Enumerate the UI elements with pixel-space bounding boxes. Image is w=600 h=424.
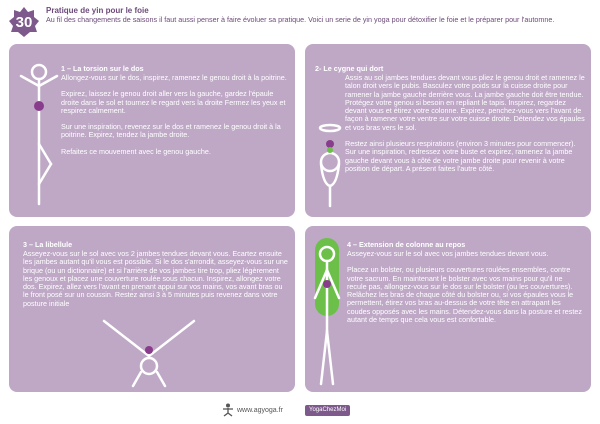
card-title: 3 – La libellule	[23, 240, 73, 249]
website-link[interactable]: www.agyoga.fr	[237, 406, 283, 414]
card-cygne	[305, 44, 591, 217]
yogachezmoi-logo[interactable]	[305, 402, 350, 418]
card-paragraph: Allongez-vous sur le dos, inspirez, ramenez le genou droit à la poitrine.	[61, 73, 287, 82]
chakra-icon	[327, 147, 333, 153]
yoga-person-icon	[222, 403, 234, 417]
page-intro: Au fil des changements de saisons il faut aussi penser à faire évoluer sa pratique. Voici un serie de yin yoga pour détoxifier le foie et le préparer pour l'automne.	[46, 15, 555, 24]
card-extension	[305, 226, 591, 392]
chakra-icon	[34, 101, 44, 111]
card-title: 1 – La torsion sur le dos	[61, 64, 144, 73]
card-text	[23, 250, 288, 316]
chakra-icon	[145, 346, 153, 354]
card-text	[345, 74, 585, 181]
card-paragraph: Restez ainsi plusieurs respirations (environ 3 minutes pour commencer). Sur une inspiration, redressez votre buste et expirez, ramenez la jambe gauche devant vous à côté de votre jambe droite pour revenir à votre position de départ. A présent faites l'autre côté.	[345, 139, 576, 173]
card-text	[61, 74, 289, 164]
card-libellule	[9, 226, 295, 392]
card-title: 4 – Extension de colonne au repos	[347, 240, 466, 249]
card-paragraph: Sur une inspiration, revenez sur le dos et ramenez le genou droit à la poitrine. Expirez, tendez la jambe droite.	[61, 122, 281, 140]
card-paragraph: Expirez, laissez le genou droit aller vers la gauche, gardez l'épaule droite dans le sol et tournez le regard vers la droite Fermez les yeux et respirez calmement.	[61, 89, 286, 115]
page-title: Pratique de yin pour le foie	[46, 6, 149, 15]
card-torsion	[9, 44, 295, 217]
chakra-icon	[326, 140, 334, 148]
card-paragraph: Asseyez-vous sur le sol avec vos jambes tendues devant vous.	[347, 249, 549, 258]
number-badge	[8, 6, 40, 38]
card-title: 2- Le cygne qui dort	[315, 64, 384, 73]
card-paragraph: Asseyez-vous sur le sol avec vos 2 jambes tendues devant vous. Ecartez ensuite les jambes autant qu'il vous est possible. Si le dos s'arrondit, asseyez-vous sur une brique (ou un dictionnaire) et si l'arrière de vos jambes tire trop, pliez légèrement les genoux et placez une couverture roulée sous chacun. Inspirez, allongez votre dos. Expirez, allez vers l'avant en prenant appui sur vos mains, vos avant bras ou le front posé sur un coussin. Restez ainsi 3 à 5 minutes puis revenez dans votre posture initiale	[23, 249, 288, 308]
agyoga-logo[interactable]	[222, 402, 283, 418]
chakra-icon	[323, 280, 331, 288]
card-paragraph: Assis au sol jambes tendues devant vous pliez le genou droit et ramenez le talon droit vers le pubis. Basculez votre poids sur la cuisse droite pour ramener la jambe gauche derrière vous. La jambe gauche doit être tendue. Protégez votre genou si besoin en repliant le tapis. Inspirez, regardez devant vous et étirez votre colonne. Expirez, penchez-vous vers l'avant de façon à ramener votre ventre sur votre cuisse droite. Détendez vos épaules et vos bras vers le sol.	[345, 73, 585, 132]
badge-number: 30	[15, 13, 33, 31]
card-paragraph: Refaites ce mouvement avec le genou gauche.	[61, 146, 211, 156]
card-paragraph: Placez un bolster, ou plusieurs couvertures roulées ensembles, contre votre sacrum. En maintenant le bolster avec vos mains pour qu'il ne recule pas, allongez-vous sur le dos sur le bolster (ou les couvertures). Relâchez les bras de chaque côté du bolster ou, si vos épaules vous le permettent, étirez vos bras au-dessus de votre tête en attrapant les coudes opposés avec les mains. Détendez-vous dans la posture et restez autant de temps que cela vous est confortable.	[347, 265, 582, 325]
twist-figure-icon	[9, 44, 69, 217]
card-text	[347, 250, 583, 332]
brand-label: YogaChezMoi	[305, 405, 350, 416]
